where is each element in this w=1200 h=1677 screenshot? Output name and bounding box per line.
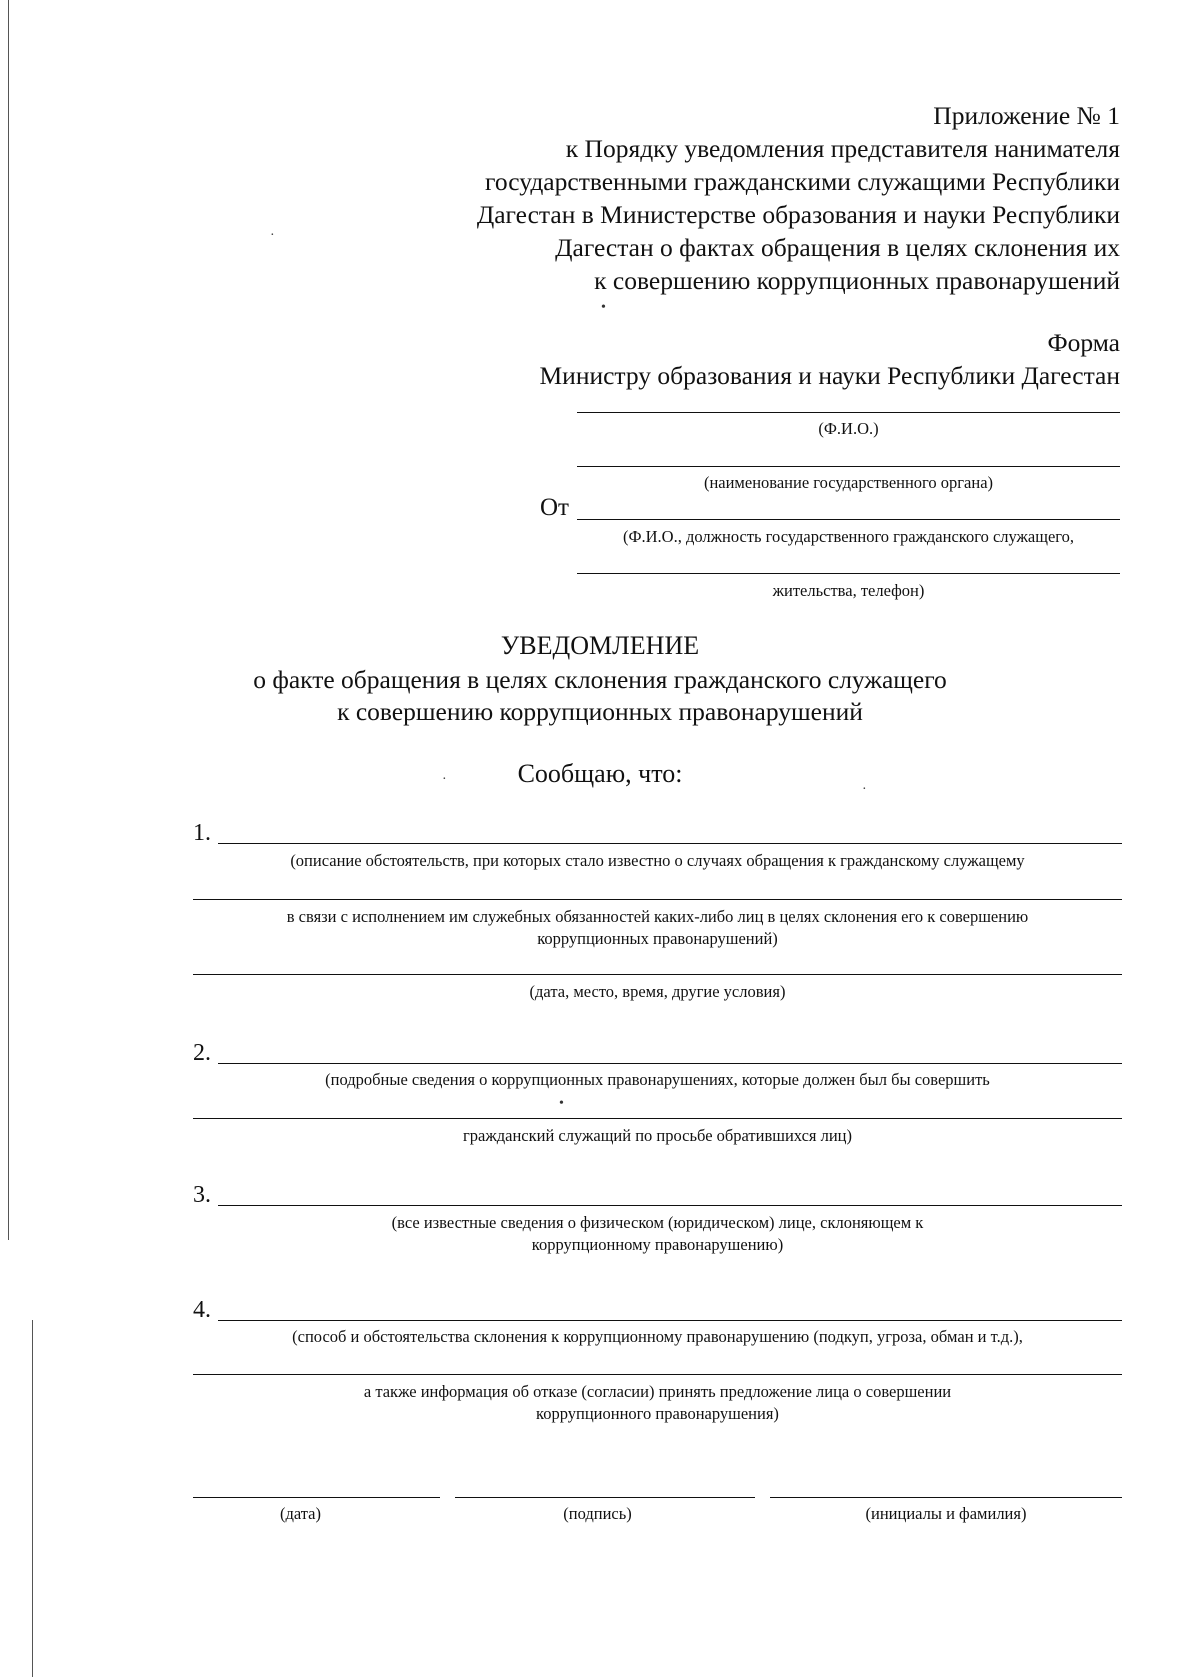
date-field-line[interactable] (193, 1497, 440, 1498)
item-1-caption: коррупционных правонарушений) (537, 929, 778, 948)
document-title: УВЕДОМЛЕНИЕ (500, 631, 700, 660)
item-1-line[interactable] (193, 899, 1122, 900)
item-1-date-caption: (дата, место, время, другие условия) (529, 982, 786, 1001)
item-1-date-line[interactable] (193, 974, 1122, 975)
scan-speck: · (442, 772, 447, 787)
item-1-line[interactable] (218, 843, 1122, 844)
organ-caption: (наименование государственного органа) (703, 473, 994, 492)
addressee: Министру образования и науки Республики Дагестан (539, 361, 1120, 390)
sender-field-line-2[interactable] (577, 573, 1120, 574)
item-2-line[interactable] (218, 1063, 1122, 1064)
item-number: 3. (193, 1182, 211, 1208)
scan-speck: • (559, 1096, 564, 1111)
scan-speck: • (601, 300, 606, 315)
from-label: От (540, 494, 569, 521)
item-number: 1. (193, 820, 211, 846)
item-1-caption: (описание обстоятельств, при которых стало известно о случаях обращения к гражданскому служащему (290, 851, 1025, 870)
item-3-line[interactable] (218, 1205, 1122, 1206)
item-number: 2. (193, 1040, 211, 1066)
intro-text: Сообщаю, что: (517, 759, 683, 788)
item-4-caption: коррупционного правонарушения) (536, 1404, 779, 1423)
item-2-caption: (подробные сведения о коррупционных правонарушениях, которые должен был бы совершить (325, 1070, 990, 1089)
signature-caption: (подпись) (563, 1504, 632, 1523)
item-4-line[interactable] (218, 1320, 1122, 1321)
header-line: государственными гражданскими служащими Республики (485, 167, 1120, 196)
scan-speck: · (270, 228, 275, 243)
item-4-line[interactable] (193, 1374, 1122, 1375)
scan-speck: · (862, 782, 867, 797)
header-line: Дагестан о фактах обращения в целях склонения их (555, 233, 1120, 262)
name-caption: (инициалы и фамилия) (865, 1504, 1027, 1523)
organ-field-line[interactable] (577, 466, 1120, 467)
sender-caption-2: жительства, телефон) (772, 581, 925, 600)
sender-field-line[interactable] (577, 519, 1120, 520)
item-number: 4. (193, 1297, 211, 1323)
date-caption: (дата) (279, 1504, 322, 1523)
appendix-label: Приложение № 1 (933, 101, 1120, 130)
item-2-line[interactable] (193, 1118, 1122, 1119)
fio-caption: (Ф.И.О.) (818, 419, 879, 438)
scan-margin-line (8, 0, 9, 1240)
header-line: к Порядку уведомления представителя нанимателя (565, 134, 1120, 163)
fio-field-line[interactable] (577, 412, 1120, 413)
document-subtitle: к совершению коррупционных правонарушений (337, 697, 863, 726)
form-label: Форма (1047, 328, 1120, 357)
name-field-line[interactable] (770, 1497, 1122, 1498)
document-subtitle: о факте обращения в целях склонения гражданского служащего (253, 665, 947, 694)
scan-margin-line (32, 1320, 33, 1677)
header-line: к совершению коррупционных правонарушений (594, 266, 1120, 295)
item-4-caption: (способ и обстоятельства склонения к коррупционному правонарушению (подкуп, угроза, обман и т.д.), (292, 1327, 1023, 1346)
item-1-caption: в связи с исполнением им служебных обязанностей каких-либо лиц в целях склонения его к совершению (286, 907, 1029, 926)
signature-field-line[interactable] (455, 1497, 755, 1498)
sender-caption: (Ф.И.О., должность государственного гражданского служащего, (622, 527, 1075, 546)
item-3-caption: (все известные сведения о физическом (юридическом) лице, склоняющем к (391, 1213, 924, 1232)
item-2-caption: гражданский служащий по просьбе обратившихся лиц) (463, 1126, 852, 1145)
item-4-caption: а также информация об отказе (согласии) принять предложение лица о совершении (363, 1382, 952, 1401)
header-line: Дагестан в Министерстве образования и науки Республики (476, 200, 1120, 229)
item-3-caption: коррупционному правонарушению) (531, 1235, 784, 1254)
